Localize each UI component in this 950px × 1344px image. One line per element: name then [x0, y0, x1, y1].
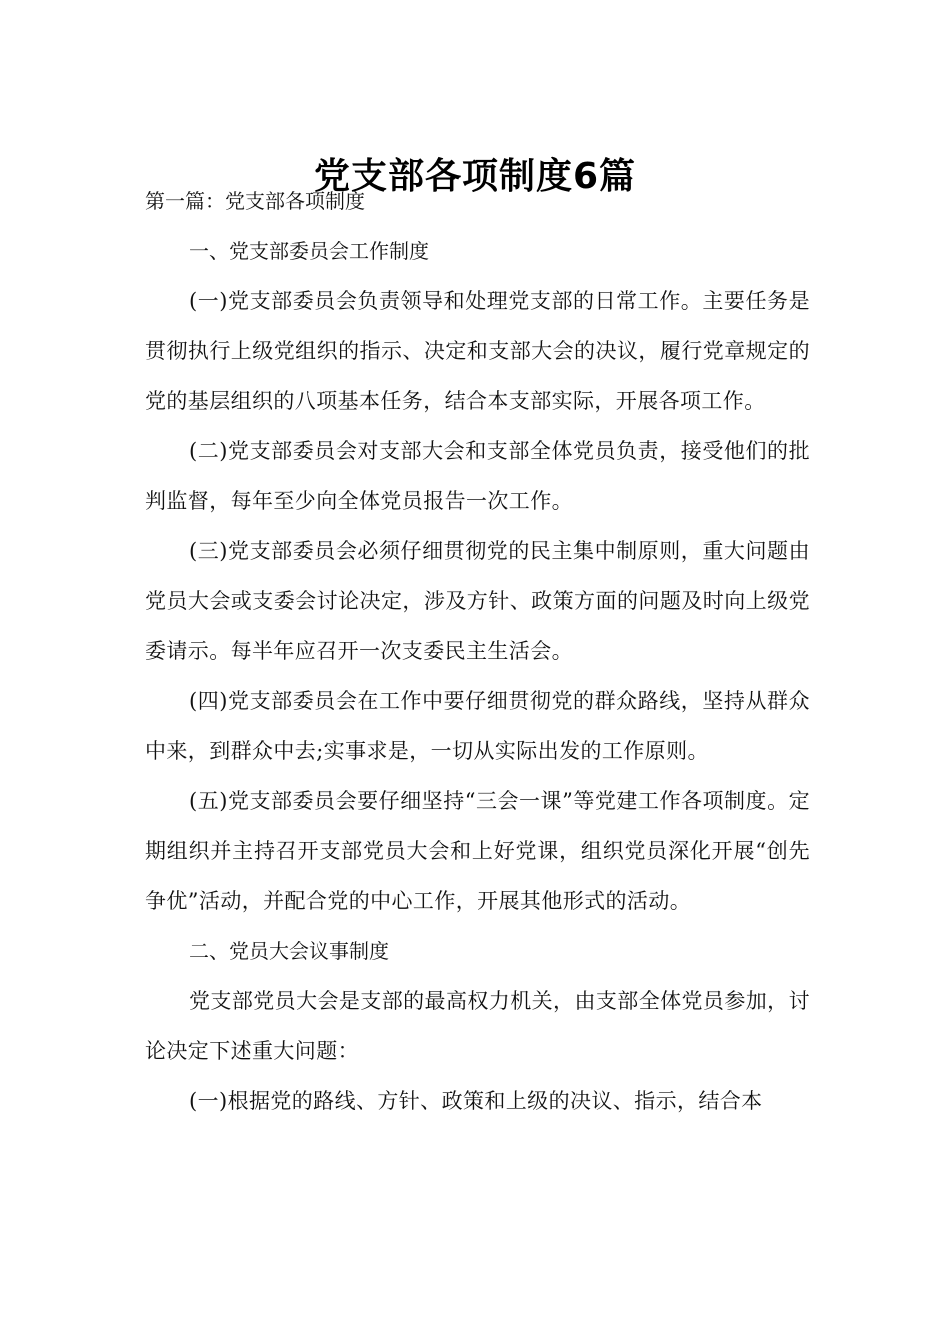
section-1-paragraph-2: (二)党支部委员会对支部大会和支部全体党员负责，接受他们的批判监督，每年至少向全体党员报告一次工作。 — [145, 439, 810, 513]
section-1-paragraph-3: (三)党支部委员会必须仔细贯彻党的民主集中制原则，重大问题由党员大会或支委会讨论决定，涉及方针、政策方面的问题及时向上级党委请示。每半年应召开一次支委民主生活会。 — [145, 539, 810, 663]
section-2-paragraph-1: 党支部党员大会是支部的最高权力机关，由支部全体党员参加，讨论决定下述重大问题： — [145, 989, 810, 1063]
document-body — [145, 176, 810, 1126]
section-heading-1: 一、党支部委员会工作制度 — [189, 239, 429, 263]
section-1-paragraph-1: (一)党支部委员会负责领导和处理党支部的日常工作。主要任务是贯彻执行上级党组织的指示、决定和支部大会的决议，履行党章规定的党的基层组织的八项基本任务，结合本支部实际，开展各项工作。 — [145, 289, 810, 413]
section-1-paragraph-5: (五)党支部委员会要仔细坚持“三会一课”等党建工作各项制度。定期组织并主持召开支部党员大会和上好党课，组织党员深化开展“创先争优”活动，并配合党的中心工作，开展其他形式的活动。 — [145, 789, 810, 913]
section-heading-2: 二、党员大会议事制度 — [189, 939, 389, 963]
document-subtitle: 第一篇：党支部各项制度 — [145, 189, 365, 213]
document-title: 党支部各项制度6篇 — [313, 156, 637, 198]
section-2-paragraph-2: (一)根据党的路线、方针、政策和上级的决议、指示，结合本 — [189, 1089, 763, 1113]
section-1-paragraph-4: (四)党支部委员会在工作中要仔细贯彻党的群众路线，坚持从群众中来，到群众中去;实事求是，一切从实际出发的工作原则。 — [145, 689, 810, 763]
